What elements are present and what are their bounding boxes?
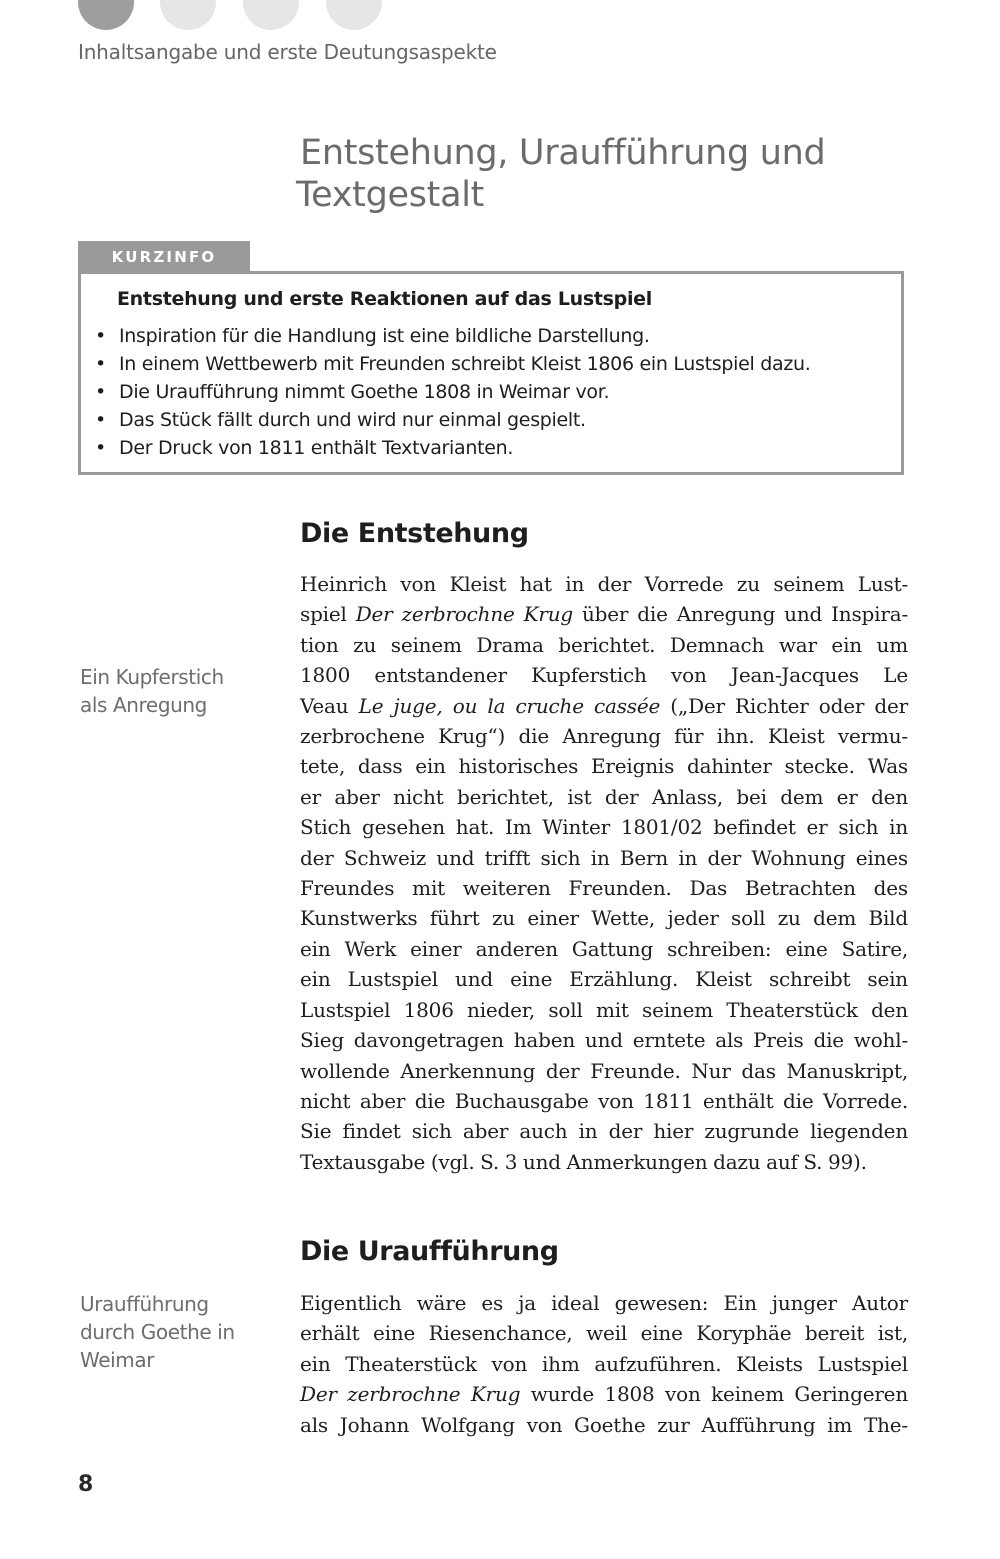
text-line xyxy=(300,1056,908,1086)
progress-dot-3 xyxy=(243,0,299,30)
text-run: Veau xyxy=(300,693,359,718)
bullet-icon: • xyxy=(95,325,106,347)
text-run: („Der Richter oder der xyxy=(660,693,908,718)
margin-note-line: Weimar xyxy=(80,1348,155,1372)
kurzinfo-item-text: Der Druck von 1811 enthält Textvarianten. xyxy=(119,437,514,459)
text-line xyxy=(300,751,908,781)
text-run: Eigentlich wäre es ja ideal gewesen: Ein junger Autor xyxy=(300,1291,908,1315)
text-line xyxy=(300,934,908,964)
text-line xyxy=(300,995,908,1025)
text-line xyxy=(300,1086,908,1116)
text-line xyxy=(300,843,908,873)
kurzinfo-item xyxy=(81,378,811,406)
progress-dot-2 xyxy=(160,0,216,30)
text-run: nicht aber die Buchausgabe von 1811 enthält die Vorrede. xyxy=(300,1088,908,1113)
kurzinfo-item xyxy=(81,350,811,378)
section-body xyxy=(300,1288,908,1440)
kurzinfo-item-text: Inspiration für die Handlung ist eine bildliche Darstellung. xyxy=(119,325,650,347)
text-run: er aber nicht berichtet, ist der Anlass, bei dem er den xyxy=(300,784,908,809)
text-line xyxy=(300,721,908,751)
text-line xyxy=(300,1288,908,1318)
kurzinfo-tab: KURZINFO xyxy=(78,241,250,272)
text-line xyxy=(300,599,908,629)
text-line xyxy=(300,630,908,660)
text-run: spiel xyxy=(300,602,356,627)
text-run: Stich gesehen hat. Im Winter 1801/02 befindet er sich in xyxy=(300,815,908,840)
section-heading: Die Entstehung xyxy=(300,518,529,549)
kurzinfo-title: Entstehung und erste Reaktionen auf das Lustspiel xyxy=(117,288,652,310)
italic-title: Le juge, ou la cruche cassée xyxy=(358,693,661,718)
text-run: Sieg davongetragen haben und erntete als Preis die wohl- xyxy=(300,1028,908,1053)
text-run: erhält eine Riesenchance, weil eine Koryphäe bereit ist, xyxy=(300,1321,908,1346)
text-line xyxy=(300,1318,908,1348)
progress-dot-4 xyxy=(326,0,382,30)
progress-dot-1 xyxy=(78,0,134,30)
bullet-icon: • xyxy=(95,409,106,431)
kurzinfo-item xyxy=(81,322,811,350)
kurzinfo-item-text: In einem Wettbewerb mit Freunden schreibt Kleist 1806 ein Lustspiel dazu. xyxy=(119,353,811,375)
kurzinfo-item xyxy=(81,434,811,462)
text-line xyxy=(300,1410,908,1440)
page-number: 8 xyxy=(78,1472,94,1497)
text-line xyxy=(300,660,908,690)
text-run: Kunstwerks führt zu einer Wette, jeder soll zu dem Bild xyxy=(300,906,908,931)
margin-note-line: als Anregung xyxy=(80,693,207,717)
margin-note-line: Uraufführung xyxy=(80,1292,209,1316)
text-run: Heinrich von Kleist hat in der Vorrede zu seinem Lust- xyxy=(300,572,908,596)
margin-note-line: durch Goethe in xyxy=(80,1320,235,1344)
chapter-title-line: Textgestalt xyxy=(296,175,485,215)
text-line xyxy=(300,903,908,933)
text-run: tete, dass ein historisches Ereignis dahinter stecke. Was xyxy=(300,754,908,779)
text-run: 1800 entstandener Kupferstich von Jean-Jacques Le xyxy=(300,663,908,688)
text-line xyxy=(300,964,908,994)
text-line xyxy=(300,1025,908,1055)
kurzinfo-item-text: Das Stück fällt durch und wird nur einmal gespielt. xyxy=(119,409,586,431)
text-run: als Johann Wolfgang von Goethe zur Aufführung im The- xyxy=(300,1412,908,1437)
chapter-title-line: Entstehung, Uraufführung und xyxy=(300,133,826,173)
text-line xyxy=(300,569,908,599)
text-line xyxy=(300,691,908,721)
text-run: zerbrochene Krug“) die Anregung für ihn. Kleist vermu- xyxy=(300,724,908,749)
text-run: tion zu seinem Drama berichtet. Demnach war ein um xyxy=(300,632,908,657)
margin-note xyxy=(80,1290,280,1374)
bullet-icon: • xyxy=(95,353,106,375)
text-line xyxy=(300,782,908,812)
kurzinfo-item-text: Die Uraufführung nimmt Goethe 1808 in Weimar vor. xyxy=(119,381,610,403)
italic-title: Der zerbrochne Krug xyxy=(355,602,574,627)
bullet-icon: • xyxy=(95,381,106,403)
margin-note-line: Ein Kupferstich xyxy=(80,665,224,689)
bullet-icon: • xyxy=(95,437,106,459)
text-line xyxy=(300,812,908,842)
kurzinfo-box xyxy=(78,271,904,475)
italic-title: Der zerbrochne Krug xyxy=(300,1382,521,1407)
text-run: Freundes mit weiteren Freunden. Das Betrachten des xyxy=(300,876,908,901)
text-run: ein Lustspiel und eine Erzählung. Kleist schreibt sein xyxy=(300,967,908,992)
text-run: über die Anregung und Inspira- xyxy=(573,602,908,627)
running-head: Inhaltsangabe und erste Deutungsaspekte xyxy=(78,40,497,64)
text-line xyxy=(300,1379,908,1409)
text-run: Lustspiel 1806 nieder, soll mit seinem Theaterstück den xyxy=(300,997,908,1022)
text-run: wollende Anerkennung der Freunde. Nur das Manuskript, xyxy=(300,1058,908,1083)
kurzinfo-list xyxy=(81,322,811,462)
text-line xyxy=(300,1147,908,1177)
text-run: wurde 1808 von keinem Geringeren xyxy=(520,1382,909,1407)
text-run: Textausgabe (vgl. S. 3 und Anmerkungen dazu auf S. 99). xyxy=(300,1149,867,1174)
margin-note xyxy=(80,663,280,719)
section-heading: Die Uraufführung xyxy=(300,1236,559,1267)
text-run: ein Werk einer anderen Gattung schreiben: eine Satire, xyxy=(300,936,908,961)
text-line xyxy=(300,1349,908,1379)
text-line xyxy=(300,1116,908,1146)
text-run: Sie findet sich aber auch in der hier zugrunde liegenden xyxy=(300,1119,908,1144)
section-body xyxy=(300,569,908,1177)
text-run: ein Theaterstück von ihm aufzuführen. Kleists Lustspiel xyxy=(300,1351,908,1376)
kurzinfo-item xyxy=(81,406,811,434)
text-line xyxy=(300,873,908,903)
text-run: der Schweiz und trifft sich in Bern in der Wohnung eines xyxy=(300,845,908,870)
chapter-title xyxy=(296,132,936,216)
